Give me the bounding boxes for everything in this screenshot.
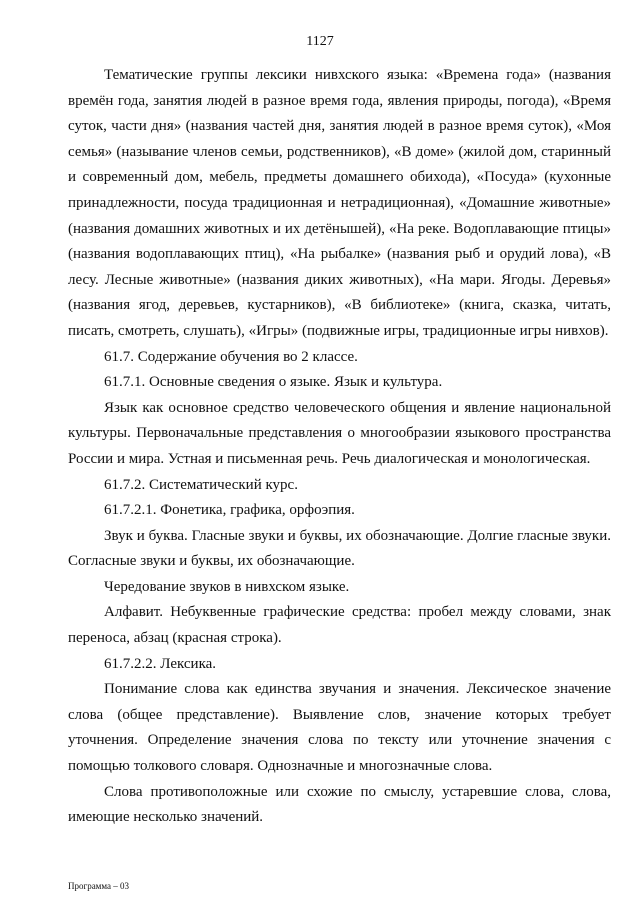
paragraph-word-meaning: Понимание слова как единства звучания и значения. Лексическое значение слова (общее представление). Выявление слов, значение которых требует уточнения. Определение значения слова по тексту или уточнение значения с помощью толкового словаря. Однозначные и многозначные слова. xyxy=(68,681,611,775)
paragraph-sound-alternation: Чередование звуков в нивхском языке. xyxy=(104,578,350,595)
section-heading-61-7: 61.7. Содержание обучения во 2 классе. xyxy=(104,348,358,365)
paragraph-alphabet: Алфавит. Небуквенные графические средства: пробел между словами, знак переноса, абзац (красная строка). xyxy=(68,604,611,647)
page-footer: Программа – 03 xyxy=(68,881,130,891)
paragraph-word-types: Слова противоположные или схожие по смыслу, устаревшие слова, слова, имеющие несколько значений. xyxy=(68,783,611,826)
paragraph-lexical-groups: Тематические группы лексики нивхского языка: «Времена года» (названия времён года, занятия людей в разное время года, явления природы, погода), «Время суток, части дня» (названия частей дня, занятия людей в разное время суток), «Моя семья» (называние членов семьи, родственников), «В доме» (жилой дом, старинный и современный дом, мебель, предметы домашнего обихода), «Посуда» (кухонные принадлежности, посуда традиционная и нетрадиционная), «Домашние животные» (названия домашних животных и их детёнышей), «На реке. Водоплавающие птицы» (названия водоплавающих птиц), «На рыбалке» (названия рыб и орудий лова), «В лесу. Лесные животные» (названия диких животных), «На мари. Ягоды. Деревья» (названия ягод, деревьев, кустарников), «В библиотеке» (книга, сказка, читать, писать, смотреть, слушать), «Игры» (подвижные игры, традиционные игры нивхов). xyxy=(68,67,611,339)
section-heading-61-7-1: 61.7.1. Основные сведения о языке. Язык и культура. xyxy=(104,374,443,391)
section-heading-61-7-2: 61.7.2. Систематический курс. xyxy=(104,476,298,493)
paragraph-sounds-letters: Звук и буква. Гласные звуки и буквы, их обозначающие. Долгие гласные звуки. Согласные звуки и буквы, их обозначающие. xyxy=(68,527,611,570)
page-body xyxy=(68,63,611,831)
page-number: 1127 xyxy=(306,34,334,49)
section-heading-61-7-2-1: 61.7.2.1. Фонетика, графика, орфоэпия. xyxy=(104,502,355,519)
paragraph-language-culture: Язык как основное средство человеческого общения и явление национальной культуры. Первоначальные представления о многообразии языкового пространства России и мира. Устная и письменная речь. Речь диалогическая и монологическая. xyxy=(68,399,611,467)
section-heading-61-7-2-2: 61.7.2.2. Лексика. xyxy=(104,655,217,672)
